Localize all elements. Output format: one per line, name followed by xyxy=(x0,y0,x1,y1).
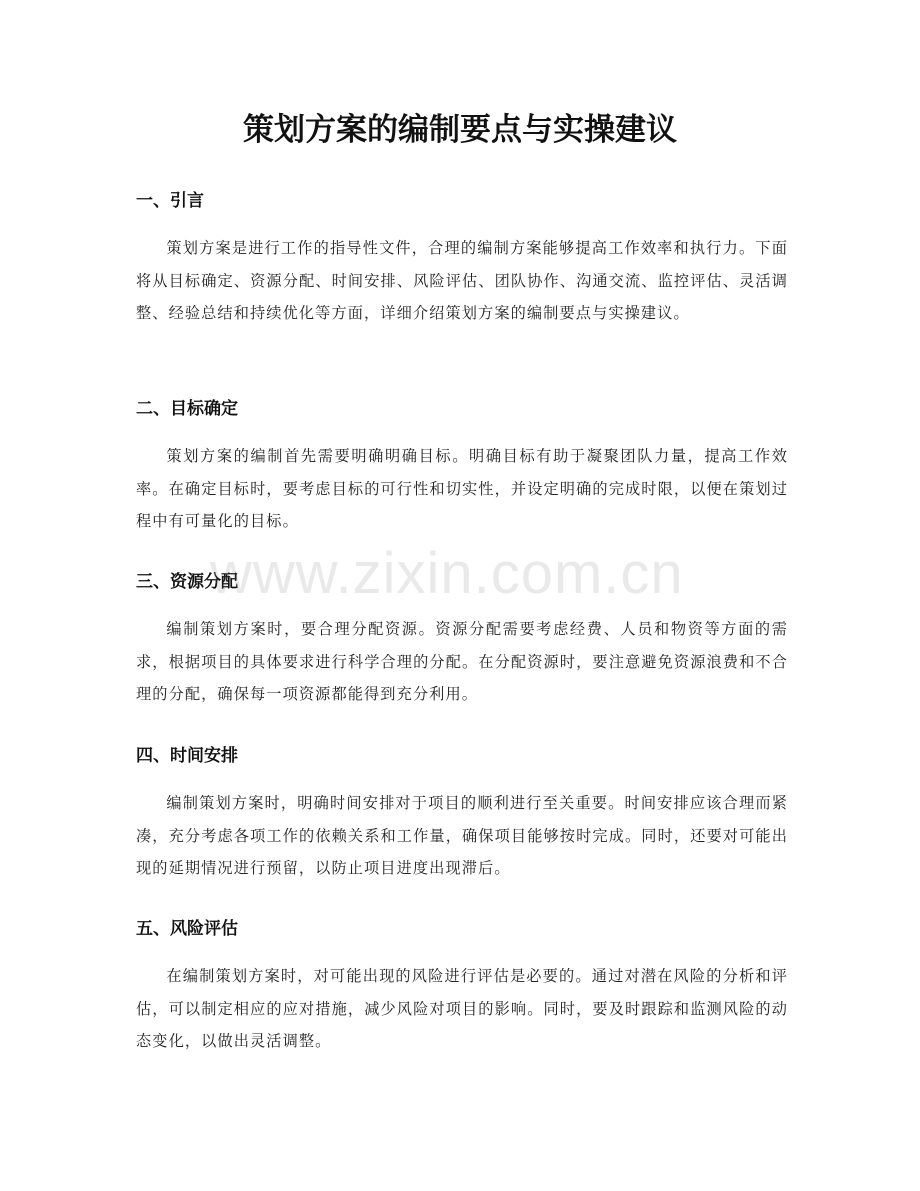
section-paragraph: 编制策划方案时，明确时间安排对于项目的顺利进行至关重要。时间安排应该合理而紧凑，充分考虑各项工作的依赖关系和工作量，确保项目能够按时完成。同时，还要对可能出现的延期情况进行预留，以防止项目进度出现滞后。 xyxy=(136,794,788,877)
section-paragraph: 编制策划方案时，要合理分配资源。资源分配需要考虑经费、人员和物资等方面的需求，根据项目的具体要求进行科学合理的分配。在分配资源时，要注意避免资源浪费和不合理的分配，确保每一项资源都能得到充分利用。 xyxy=(136,620,788,703)
watermark: www.zixin.com.cn xyxy=(210,541,684,606)
section-paragraph: 策划方案是进行工作的指导性文件，合理的编制方案能够提高工作效率和执行力。下面将从目标确定、资源分配、时间安排、风险评估、团队协作、沟通交流、监控评估、灵活调整、经验总结和持续优化等方面，详细介绍策划方案的编制要点与实操建议。 xyxy=(136,239,788,322)
section-resource-allocation xyxy=(136,567,788,711)
section-heading: 四、时间安排 xyxy=(136,746,238,766)
section-risk-assessment xyxy=(136,914,788,1058)
section-heading: 三、资源分配 xyxy=(136,572,238,592)
section-time-scheduling xyxy=(136,741,788,885)
page-title: 策划方案的编制要点与实操建议 xyxy=(243,112,677,148)
section-goal-setting xyxy=(136,394,788,538)
section-heading: 五、风险评估 xyxy=(136,919,238,939)
section-paragraph: 在编制策划方案时，对可能出现的风险进行评估是必要的。通过对潜在风险的分析和评估，可以制定相应的应对措施，减少风险对项目的影响。同时，要及时跟踪和监测风险的动态变化，以做出灵活调整。 xyxy=(136,967,788,1050)
section-paragraph: 策划方案的编制首先需要明确明确目标。明确目标有助于凝聚团队力量，提高工作效率。在确定目标时，要考虑目标的可行性和切实性，并设定明确的完成时限，以便在策划过程中有可量化的目标。 xyxy=(136,447,788,530)
section-introduction xyxy=(136,186,788,330)
section-heading: 二、目标确定 xyxy=(136,399,238,419)
section-heading: 一、引言 xyxy=(136,191,204,211)
